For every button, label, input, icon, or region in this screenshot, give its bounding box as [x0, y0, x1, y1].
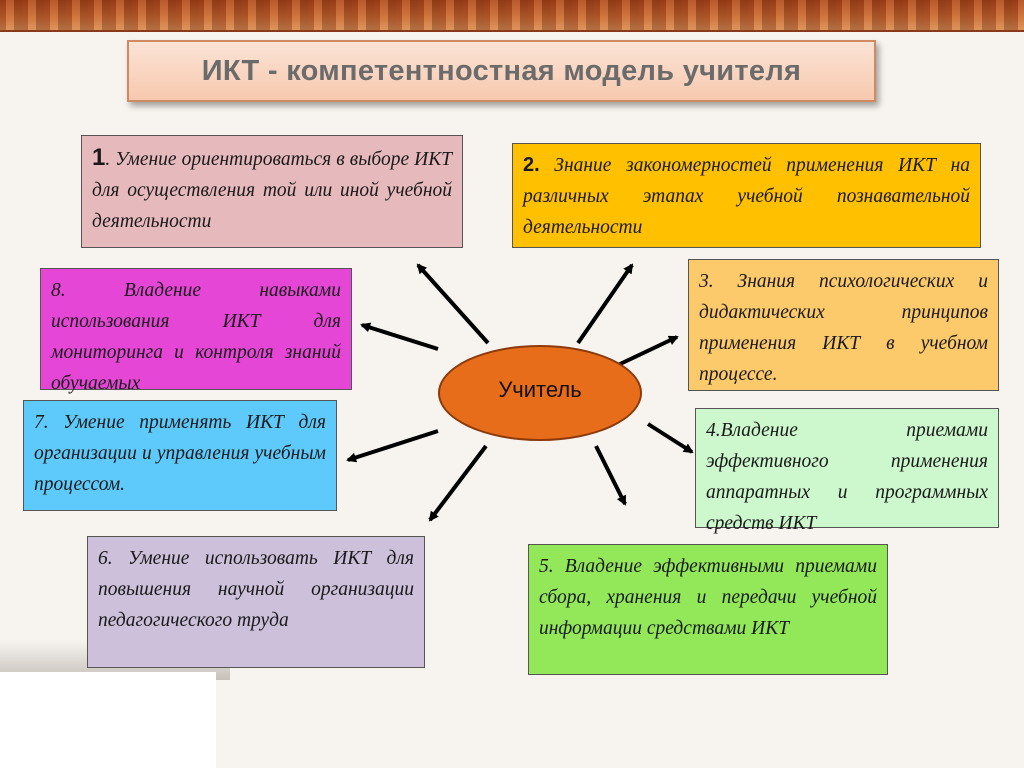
box-text: 3. Знания психологических и дидактических принципов применения ИКТ в учебном процессе. [699, 271, 988, 385]
arrow-to-box4 [648, 424, 692, 452]
competency-box-6 [87, 536, 425, 668]
competency-box-1 [81, 135, 463, 248]
box-text: 6. Умение использовать ИКТ для повышения научной организации педагогического труда [98, 548, 414, 631]
box-text: Знание закономерностей применения ИКТ на различных этапах учебной познавательной деятельности [523, 155, 970, 238]
arrow-to-box6 [430, 446, 486, 520]
competency-box-5 [528, 544, 888, 675]
box-text: 4.Владение приемами эффективного применения аппаратных и программных средств ИКТ [706, 420, 988, 534]
box-text: 5. Владение эффективными приемами сбора, хранения и передачи учебной информации средствами ИКТ [539, 556, 877, 639]
box-separator: . [105, 149, 111, 170]
competency-box-4 [695, 408, 999, 534]
competency-box-7 [23, 400, 337, 511]
page-title: ИКТ - компетентностная модель учителя [201, 54, 802, 87]
arrow-to-box3 [618, 337, 677, 365]
arrow-to-box2 [578, 265, 632, 343]
box-text: Умение ориентироваться в выборе ИКТ для осуществления той или иной учебной деятельности [92, 149, 452, 232]
box-text: 8. Владение навыками использования ИКТ для мониторинга и контроля знаний обучаемых [51, 280, 341, 394]
arrow-to-box7 [348, 431, 438, 460]
competency-box-8 [40, 268, 352, 394]
competency-box-3 [688, 259, 999, 391]
arrow-to-box1 [418, 265, 488, 343]
box-number: 2. [523, 154, 540, 176]
teacher-label: Учитель [498, 377, 582, 402]
box-text: 7. Умение применять ИКТ для организации и управления учебным процессом. [34, 412, 326, 495]
arrow-to-box8 [362, 325, 438, 349]
competency-box-2 [512, 143, 981, 248]
box-number: 1 [92, 144, 106, 171]
teacher-node [438, 345, 642, 441]
arrow-to-box5 [596, 446, 625, 504]
